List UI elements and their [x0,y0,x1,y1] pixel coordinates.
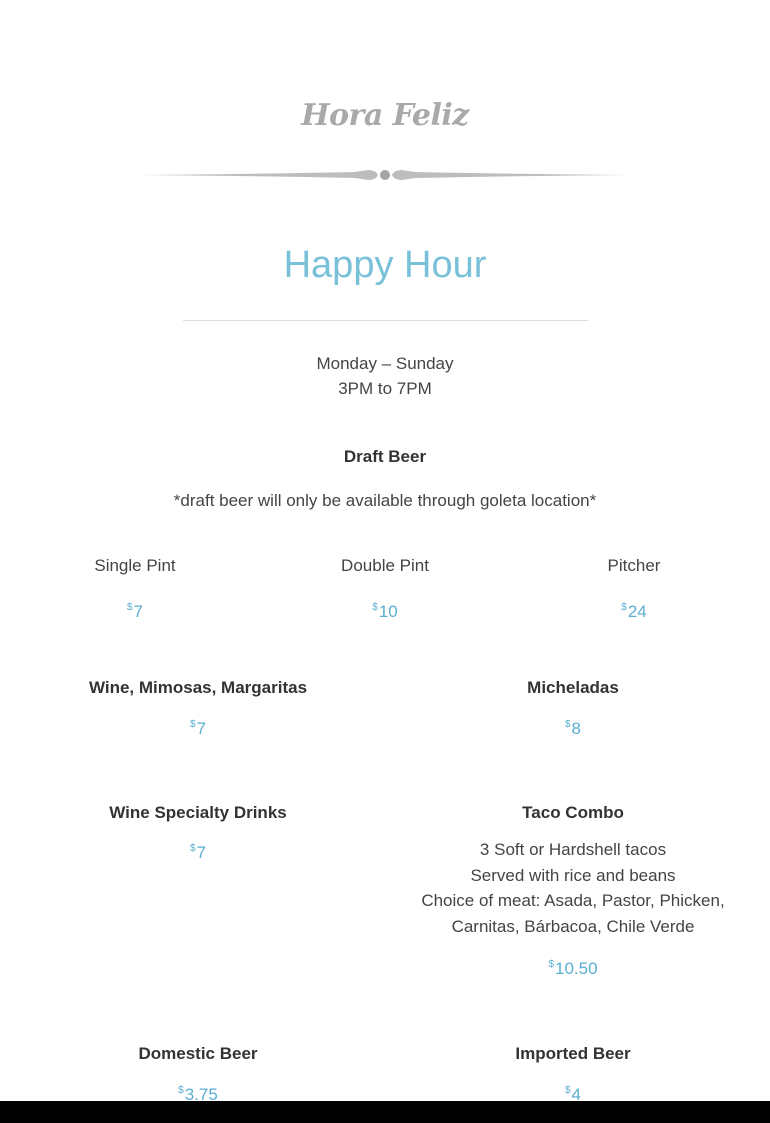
ornament-divider [140,165,630,185]
currency-symbol: $ [189,719,196,730]
draft-item-label: Pitcher [607,556,661,575]
section-wine [48,678,348,739]
divider [183,320,588,321]
section-price: $3.75 [178,1085,218,1101]
draft-note: *draft beer will only be available through goleta location* [173,491,597,510]
hours-time: 3PM to 7PM [338,379,432,398]
currency-symbol: $ [126,602,133,613]
section-taco-combo [403,803,743,979]
taco-description [403,837,743,939]
currency-symbol: $ [564,719,571,730]
description-line: Served with rice and beans [470,865,676,885]
section-title: Domestic Beer [138,1044,258,1063]
section-title: Wine Specialty Drinks [109,803,287,822]
brand-logo: Hora Feliz [301,98,469,133]
section-domestic-beer [48,1044,348,1101]
section-price: $7 [189,719,207,738]
section-title: Micheladas [527,678,619,697]
section-micheladas [423,678,723,739]
section-imported-beer [423,1044,723,1101]
section-price: $10.50 [548,959,598,978]
bottom-bar [0,1101,770,1123]
currency-symbol: $ [621,602,627,613]
section-price: $4 [564,1085,582,1101]
currency-symbol: $ [564,1085,571,1096]
section-price: $8 [564,719,582,738]
section-title: Imported Beer [515,1044,631,1063]
section-specialty [48,803,348,863]
draft-title: Draft Beer [343,447,427,466]
section-title: Taco Combo [522,803,624,822]
draft-item-pitcher [534,556,734,622]
description-line: 3 Soft or Hardshell tacos [479,840,667,859]
currency-symbol: $ [548,959,554,970]
draft-item-label: Single Pint [94,556,176,575]
description-line: Choice of meat: Asada, Pastor, Phicken, [421,891,725,910]
currency-symbol: $ [372,602,378,613]
section-price: $7 [189,843,207,862]
description-line: Carnitas, Bárbacoa, Chile Verde [451,916,695,936]
draft-item-single [35,556,235,622]
section-title: Wine, Mimosas, Margaritas [88,678,308,697]
draft-item-label: Double Pint [341,556,429,575]
currency-symbol: $ [189,843,196,854]
draft-item-price: $24 [621,602,647,621]
currency-symbol: $ [178,1085,184,1096]
draft-item-price: $10 [372,602,398,621]
draft-item-price: $7 [126,602,144,621]
hours-days: Monday – Sunday [316,354,454,373]
hours-block [0,351,770,401]
page-title: Happy Hour [283,244,487,286]
draft-item-double [285,556,485,622]
